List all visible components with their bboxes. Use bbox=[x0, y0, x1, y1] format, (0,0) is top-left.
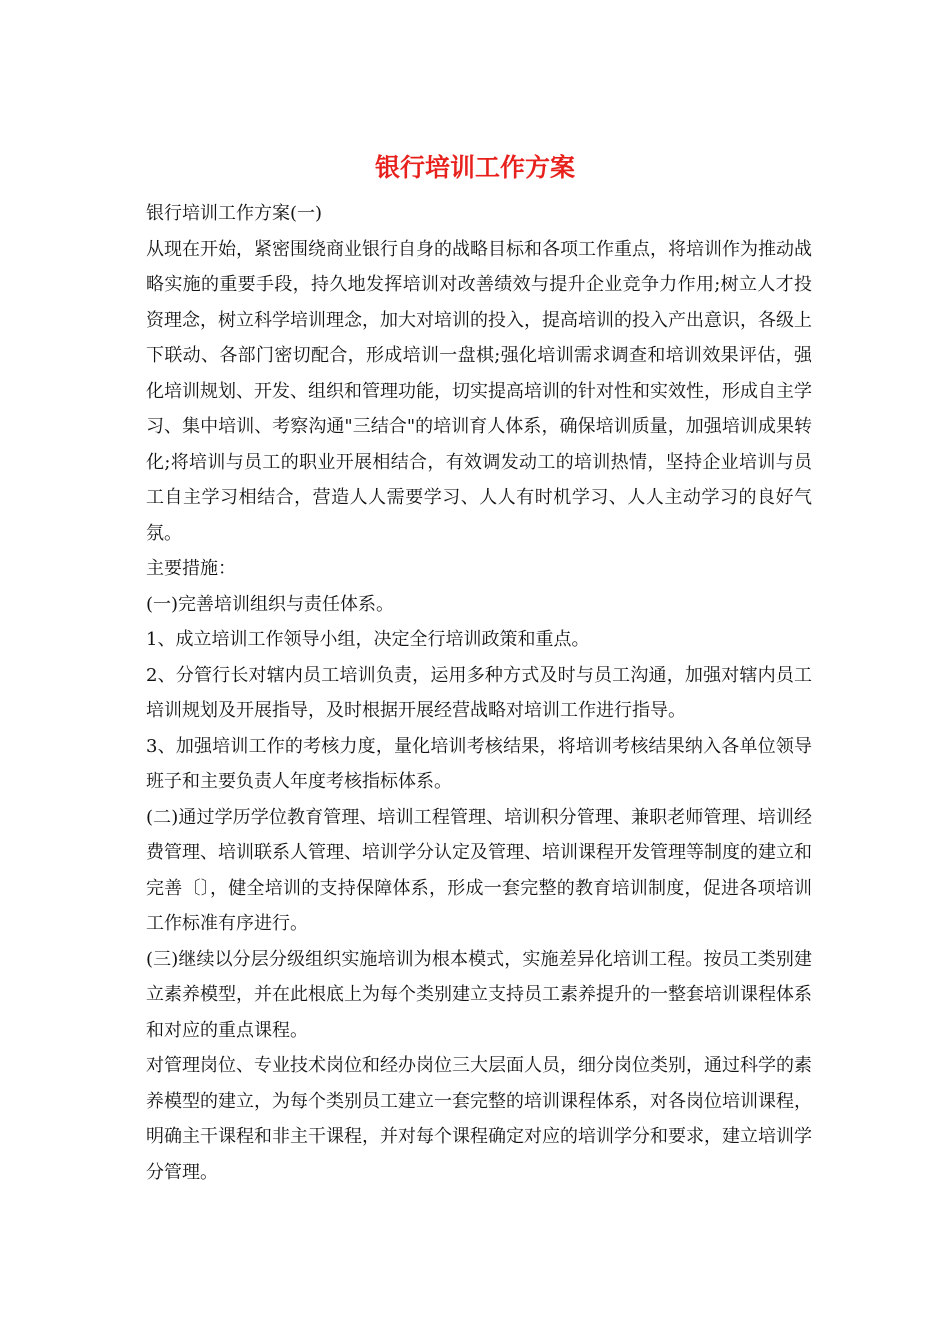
paragraph-item-3: 3、加强培训工作的考核力度，量化培训考核结果，将培训考核结果纳入各单位领导班子和主要负责人年度考核指标体系。 bbox=[146, 735, 812, 792]
paragraph-section-1: (一)完善培训组织与责任体系。 bbox=[146, 593, 395, 615]
paragraph-section-2: (二)通过学历学位教育管理、培训工程管理、培训积分管理、兼职老师管理、培训经费管理、培训联系人管理、培训学分认定及管理、培训课程开发管理等制度的建立和完善〔〕，健全培训的支持保障体系，形成一套完整的教育培训制度，促进各项培训工作标准有序进行。 bbox=[146, 806, 812, 934]
paragraph-positions: 对管理岗位、专业技术岗位和经办岗位三大层面人员，细分岗位类别，通过科学的素养模型的建立，为每个类别员工建立一套完整的培训课程体系，对各岗位培训课程，明确主干课程和非主干课程，并对每个课程确定对应的培训学分和要求，建立培训学分管理。 bbox=[146, 1055, 812, 1183]
paragraph-intro: 从现在开始，紧密围绕商业银行自身的战略目标和各项工作重点，将培训作为推动战略实施的重要手段，持久地发挥培训对改善绩效与提升企业竞争力作用;树立人才投资理念，树立科学培训理念，加大对培训的投入，提高培训的投入产出意识，各级上下联动、各部门密切配合，形成培训一盘棋;强化培训需求调查和培训效果评估，强化培训规划、开发、组织和管理功能，切实提高培训的针对性和实效性，形成自主学习、集中培训、考察沟通"三结合"的培训育人体系，确保培训质量，加强培训成果转化;将培训与员工的职业开展相结合，有效调发动工的培训热情，坚持企业培训与员工自主学习相结合，营造人人需要学习、人人有时机学习、人人主动学习的良好气氛。 bbox=[146, 238, 812, 544]
paragraph-section-3: (三)继续以分层分级组织实施培训为根本模式，实施差异化培训工程。按员工类别建立素养模型，并在此根底上为每个类别建立支持员工素养提升的一整套培训课程体系和对应的重点课程。 bbox=[146, 948, 812, 1041]
paragraph-main-measures: 主要措施： bbox=[146, 558, 236, 579]
paragraph-item-1: 1、成立培训工作领导小组，决定全行培训政策和重点。 bbox=[146, 629, 590, 650]
document-body bbox=[146, 196, 812, 1190]
document-title: 银行培训工作方案 bbox=[374, 153, 575, 182]
paragraph-item-2: 2、分管行长对辖内员工培训负责，运用多种方式及时与员工沟通，加强对辖内员工培训规划及开展指导，及时根据开展经营战略对培训工作进行指导。 bbox=[146, 664, 812, 721]
paragraph-subtitle: 银行培训工作方案(一) bbox=[146, 203, 323, 224]
